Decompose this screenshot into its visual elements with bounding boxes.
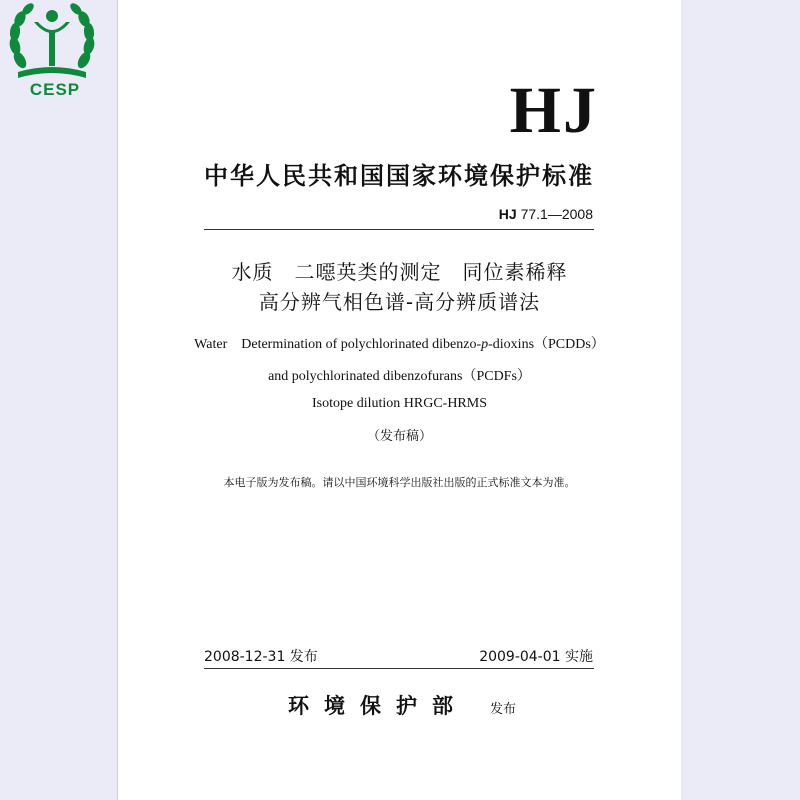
standard-category-title: 中华人民共和国国家环境保护标准 [204, 162, 594, 190]
title-en-line-2: and polychlorinated dibenzofurans（PCDFs） [268, 369, 531, 384]
footer-rule [204, 668, 594, 669]
standard-number [499, 206, 593, 222]
electronic-version-notice: 本电子版为发布稿。请以中国环境科学出版社出版的正式标准文本为准。 [223, 476, 576, 489]
issue-date: 2008-12-31 发布 [204, 649, 318, 665]
issuer-suffix: 发布 [490, 702, 517, 717]
title-en-line-1-part-b: -dioxins（PCDDs） [488, 337, 605, 352]
series-mark: HJ [509, 74, 598, 147]
title-en-line-1 [118, 333, 681, 353]
title-en-line-1-part-a: Water Determination of polychlorinated dibenzo- [194, 337, 482, 352]
header-rule [204, 229, 594, 230]
cesp-logo [0, 0, 110, 110]
logo-text: CESP [29, 80, 81, 99]
standard-number-prefix: HJ [498, 206, 517, 222]
issuer-name: 环境保护部 [288, 694, 468, 718]
title-en-line-3: Isotope dilution HRGC-HRMS [311, 396, 487, 411]
title-zh-line-2: 高分辨气相色谱-高分辨质谱法 [258, 290, 541, 314]
effective-date: 2009-04-01 实施 [479, 649, 593, 665]
title-en-line-1-italic: p [481, 337, 489, 352]
release-note: （发布稿） [366, 429, 432, 444]
document-cover [117, 0, 681, 800]
title-zh-line-1: 水质 二噁英类的测定 同位素稀释 [231, 260, 568, 284]
standard-number-value: 77.1—2008 [520, 206, 593, 222]
laurel-emblem-icon [4, 0, 104, 84]
